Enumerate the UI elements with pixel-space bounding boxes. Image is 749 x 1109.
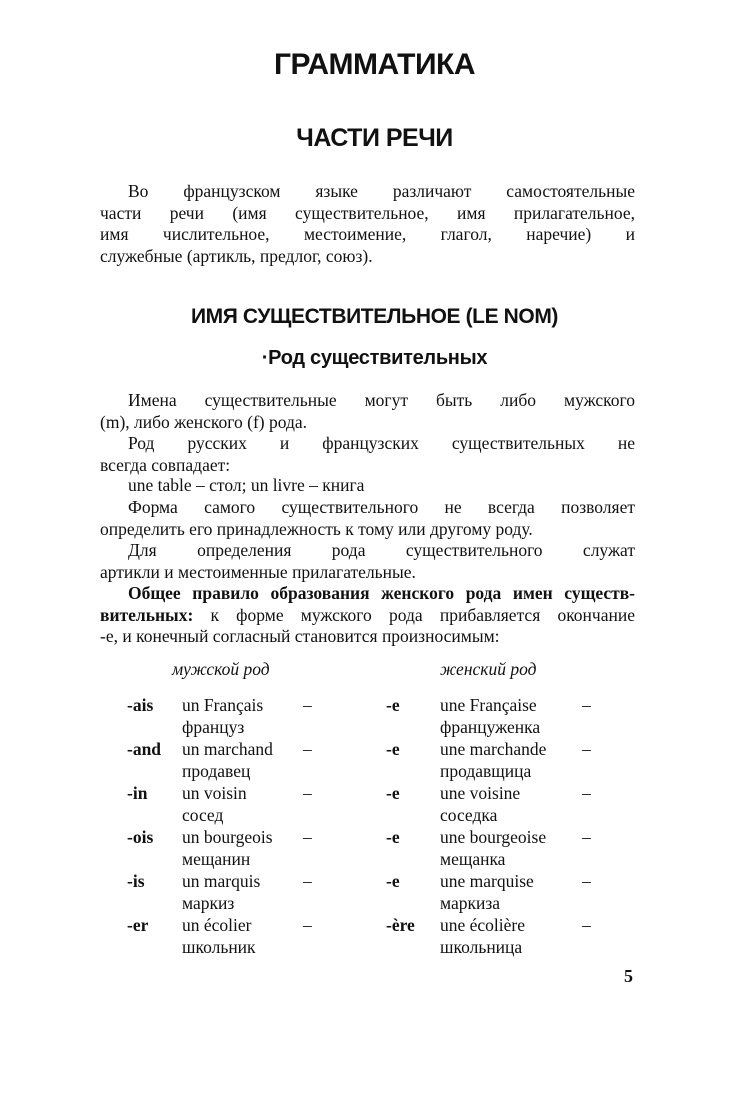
masculine-translation: француз xyxy=(182,717,245,737)
paragraph-line: определить его принадлежность к тому или другому роду. xyxy=(100,518,533,539)
masculine-word: un marquis xyxy=(182,871,261,891)
feminine-word: une bourgeoise xyxy=(440,827,547,847)
paragraph-line: une table – стол; un livre – книга xyxy=(128,475,365,495)
page-number: 5 xyxy=(624,966,633,986)
paragraph-line: артикли и местоименные прилагательные. xyxy=(100,561,416,582)
masculine-word: un bourgeois xyxy=(182,827,273,847)
intro-line: части речи (имя существительное, имя прилагательное, xyxy=(100,202,635,223)
rule-heading-cont: вительных: xyxy=(100,604,194,625)
paragraph-line: -e, и конечный согласный становится произносимым: xyxy=(100,626,500,646)
page-title: ГРАММАТИКА xyxy=(273,48,476,81)
feminine-word: une marchande xyxy=(440,739,547,759)
feminine-suffix: -e xyxy=(386,695,400,715)
masculine-suffix: -ois xyxy=(127,827,154,847)
masculine-suffix: -ais xyxy=(127,695,154,715)
masculine-dash: – xyxy=(303,783,312,803)
masculine-dash: – xyxy=(303,871,312,891)
paragraph-line xyxy=(100,583,635,605)
feminine-word: une marquise xyxy=(440,871,534,891)
masculine-word: un voisin xyxy=(182,783,247,803)
feminine-column-header: женский род xyxy=(440,659,537,679)
paragraph-line: Форма самого существительного не всегда позволяет xyxy=(128,497,635,517)
feminine-translation: маркиза xyxy=(440,893,501,913)
subsection-title: ИМЯ СУЩЕСТВИТЕЛЬНОЕ (LE NOM) xyxy=(190,305,559,328)
feminine-dash: – xyxy=(582,783,591,803)
feminine-translation: француженка xyxy=(440,717,541,737)
masculine-translation: продавец xyxy=(182,761,251,781)
masculine-column-header: мужской род xyxy=(172,659,270,679)
rule-heading: Общее правило образования женского рода имен существ- xyxy=(128,583,635,603)
paragraph-articles xyxy=(100,540,635,583)
masculine-suffix: -er xyxy=(127,915,149,935)
feminine-word: une écolière xyxy=(440,915,526,935)
feminine-dash: – xyxy=(582,871,591,891)
masculine-dash: – xyxy=(303,739,312,759)
masculine-word: un Français xyxy=(182,695,264,715)
paragraph-line: Для определения рода существительного служат xyxy=(128,540,635,560)
feminine-dash: – xyxy=(582,695,591,715)
paragraph-line: всегда совпадает: xyxy=(100,454,231,475)
paragraph-line: Род русских и французских существительных не xyxy=(128,433,635,453)
general-rule-paragraph xyxy=(100,583,635,648)
subsubsection-title: ·Род существительных xyxy=(261,347,488,369)
masculine-word: un marchand xyxy=(182,739,273,759)
masculine-translation: школьник xyxy=(182,937,256,957)
paragraph-form xyxy=(100,497,635,540)
section-title: ЧАСТИ РЕЧИ xyxy=(296,124,453,152)
feminine-translation: продавщица xyxy=(440,761,532,781)
paragraph-gender xyxy=(100,390,635,433)
paragraph-line: Имена существительные могут быть либо мужского xyxy=(128,390,635,410)
table-row xyxy=(0,782,749,826)
feminine-translation: школьница xyxy=(440,937,523,957)
example-line xyxy=(100,475,635,497)
feminine-word: une voisine xyxy=(440,783,521,803)
masculine-suffix: -in xyxy=(127,783,148,803)
masculine-dash: – xyxy=(303,827,312,847)
feminine-word: une Française xyxy=(440,695,537,715)
paragraph-line: (m), либо женского (f) рода. xyxy=(100,411,308,432)
masculine-suffix: -and xyxy=(127,739,162,759)
masculine-dash: – xyxy=(303,695,312,715)
masculine-translation: сосед xyxy=(182,805,224,825)
intro-line: имя числительное, местоимение, глагол, наречие) и xyxy=(100,224,635,244)
feminine-suffix: -e xyxy=(386,783,400,803)
masculine-word: un écolier xyxy=(182,915,252,935)
masculine-dash: – xyxy=(303,915,312,935)
feminine-suffix: -ère xyxy=(386,915,415,935)
masculine-translation: маркиз xyxy=(182,893,235,913)
intro-line: служебные (артикль, предлог, союз). xyxy=(100,245,373,266)
feminine-dash: – xyxy=(582,915,591,935)
intro-line: Во французском языке различают самостоятельные xyxy=(128,181,635,201)
masculine-translation: мещанин xyxy=(182,849,251,869)
table-row xyxy=(0,694,749,738)
paragraph-mismatch xyxy=(100,433,635,476)
feminine-translation: соседка xyxy=(440,805,498,825)
paragraph-line: вительных: к форме мужского рода прибавляется окончание xyxy=(100,604,635,625)
feminine-suffix: -e xyxy=(386,739,400,759)
intro-paragraph xyxy=(100,181,635,267)
table-row xyxy=(0,826,749,870)
masculine-suffix: -is xyxy=(127,871,145,891)
feminine-translation: мещанка xyxy=(440,849,506,869)
table-row xyxy=(0,870,749,914)
table-row xyxy=(0,738,749,782)
feminine-dash: – xyxy=(582,739,591,759)
feminine-suffix: -e xyxy=(386,871,400,891)
table-row xyxy=(0,914,749,958)
feminine-dash: – xyxy=(582,827,591,847)
feminine-suffix: -e xyxy=(386,827,400,847)
